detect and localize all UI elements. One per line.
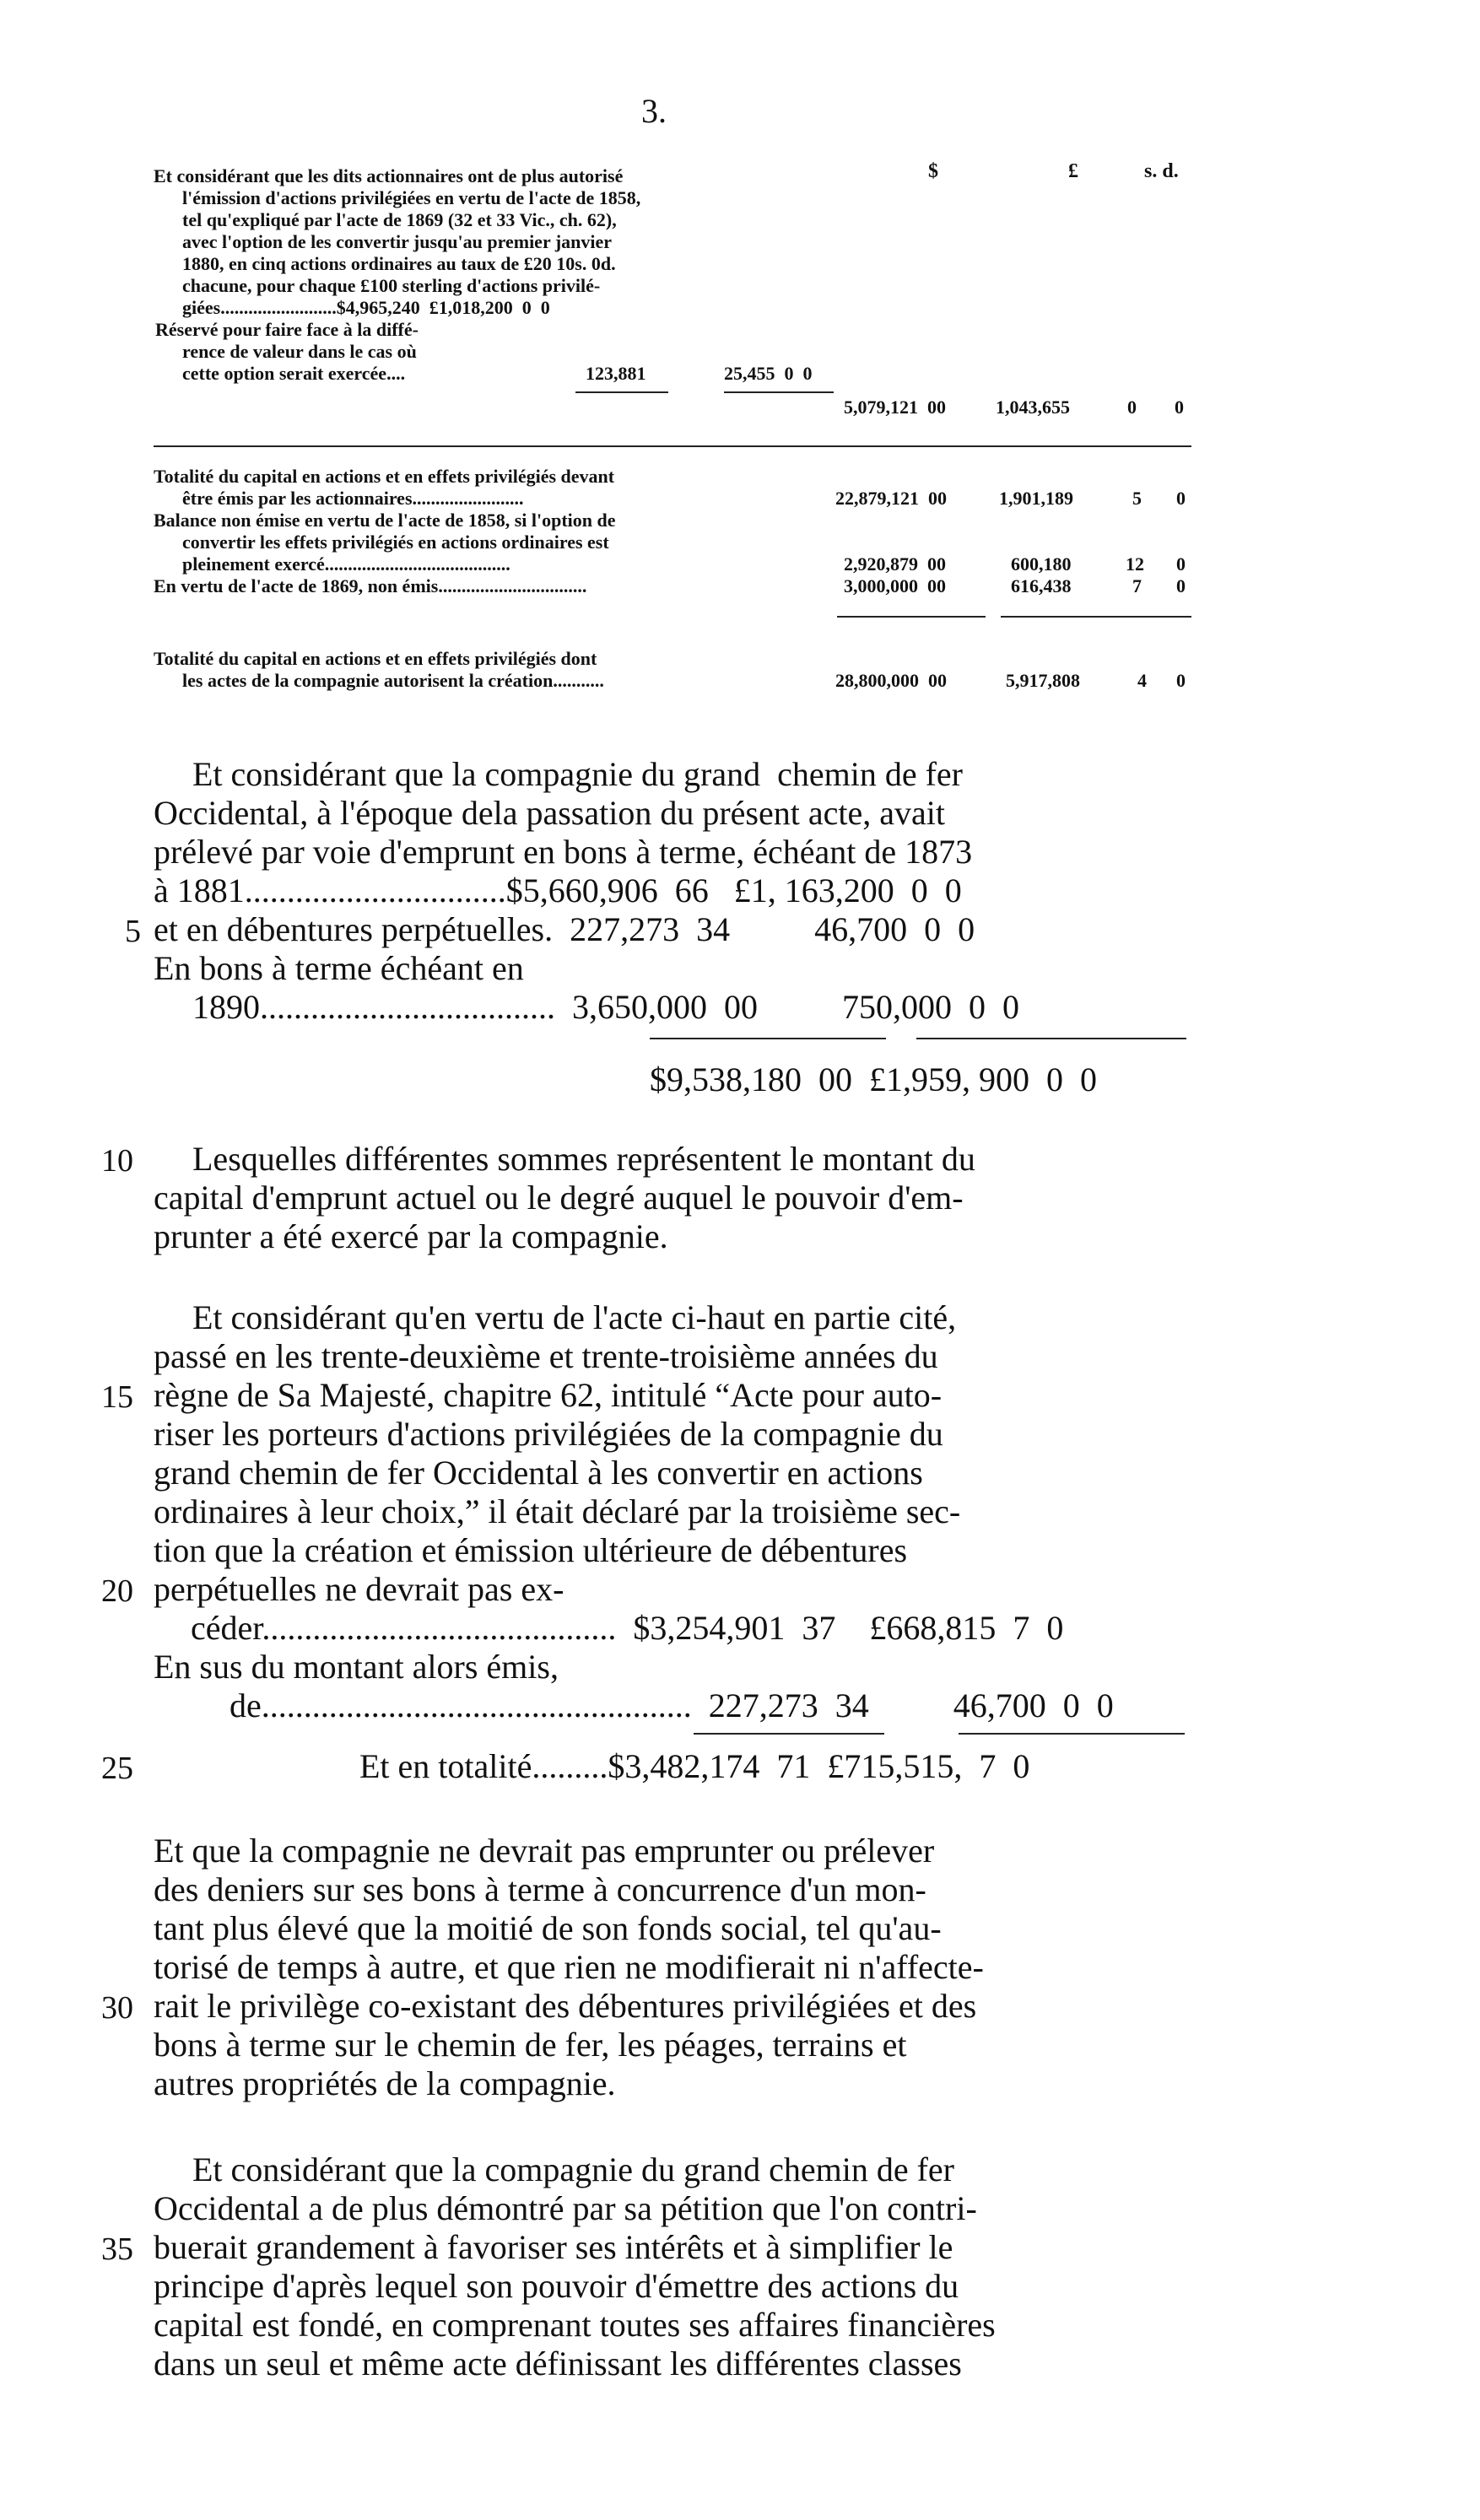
sd-header: s. d. [1144,160,1179,182]
row-pounds: 616,438 [1011,575,1072,596]
row-d: 0 [1176,488,1186,509]
para1-line: prélevé par voie d'emprunt en bons à terme, échéant de 1873 [154,833,973,871]
para3-line: passé en les trente-deuxième et trente-troisième années du [154,1337,938,1375]
para3-total: Et en totalité.........$3,482,174 71 £715,515, 7 0 [359,1747,1030,1785]
subtotal-s: 0 [1127,397,1137,418]
para1-line: Et considérant que la compagnie du grand chemin de fer [192,755,963,793]
para2-line: prunter a été exercé par la compagnie. [154,1217,668,1255]
line-number: 5 [125,914,141,949]
para1-line: et en débentures perpétuelles. 227,273 34 46,700 0 0 [154,910,975,948]
table1-row-line: En vertu de l'acte de 1869, non émis................................ [154,575,587,596]
reserve-line: Réservé pour faire face à la diffé- [155,319,419,340]
para3-line: Et considérant qu'en vertu de l'acte ci-haut en partie cité, [192,1298,957,1336]
row-d: 0 [1176,553,1186,575]
para4-line: des deniers sur ses bons à terme à concurrence d'un mon- [154,1870,926,1908]
table1-line: avec l'option de les convertir jusqu'au premier janvier [182,231,613,252]
dollar-header: $ [928,160,938,182]
subtotal-pounds: 1,043,655 [996,397,1070,418]
table1-total-line: les actes de la compagnie autorisent la création........... [182,670,604,691]
subtotal-dollars: 5,079,121 00 [844,397,946,418]
line-number: 30 [101,1990,133,2026]
line-number: 20 [101,1573,133,1609]
para4-line: tant plus élevé que la moitié de son fonds social, tel qu'au- [154,1909,942,1947]
table1-line: chacune, pour chaque £100 sterling d'actions privilé- [182,275,601,296]
para5-line: dans un seul et même acte définissant les différentes classes [154,2345,962,2382]
para3-line: ordinaires à leur choix,” il était déclaré par la troisième sec- [154,1492,961,1530]
para4-line: Et que la compagnie ne devrait pas emprunter ou prélever [154,1832,935,1870]
para5-line: Et considérant que la compagnie du grand chemin de fer [192,2150,954,2188]
para3-line: perpétuelles ne devrait pas ex- [154,1570,564,1608]
row-s: 7 [1132,575,1142,596]
para3-line: règne de Sa Majesté, chapitre 62, intitulé “Acte pour auto- [154,1376,943,1414]
para3-line: riser les porteurs d'actions privilégiées de la compagnie du [154,1415,943,1453]
line-number: 15 [101,1379,133,1415]
para5-line: buerait grandement à favoriser ses intérêts et à simplifier le [154,2228,953,2266]
table1-total-line: Totalité du capital en actions et en effets privilégiés dont [154,648,597,669]
para5-line: principe d'après lequel son pouvoir d'émettre des actions du [154,2267,959,2305]
reserve-line: cette option serait exercée.... [182,363,406,384]
table1-line: tel qu'expliqué par l'acte de 1869 (32 et 33 Vic., ch. 62), [182,209,617,230]
table1-line: 1880, en cinq actions ordinaires au taux de £20 10s. 0d. [182,253,616,274]
line-number: 35 [101,2231,133,2267]
para3-line: céder.......................................... $3,254,901 37 £668,815 7 0 [191,1609,1064,1647]
row-s: 12 [1126,553,1144,575]
row-dollars: 2,920,879 00 [844,553,946,575]
pound-header: £ [1068,160,1078,182]
row-pounds: 600,180 [1011,553,1072,575]
total-s: 4 [1137,670,1147,691]
para3-line: tion que la création et émission ultérieure de débentures [154,1531,908,1569]
line-number: 25 [101,1751,133,1786]
page-number: 3. [641,92,667,130]
row-s: 5 [1132,488,1142,509]
para1-line: En bons à terme échéant en [154,949,524,987]
reserve-pounds: 25,455 0 0 [724,363,813,384]
para5-line: Occidental a de plus démontré par sa pétition que l'on contri- [154,2189,977,2227]
para4-line: bons à terme sur le chemin de fer, les péages, terrains et [154,2026,907,2064]
para4-line: rait le privilège co-existant des débentures privilégiées et des [154,1987,977,2025]
table1-row-line: être émis par les actionnaires........................ [182,488,524,509]
para1-line: Occidental, à l'époque dela passation du présent acte, avait [154,794,945,832]
para1-line: à 1881...............................$5,660,906 66 £1, 163,200 0 0 [154,871,962,909]
table1-line: l'émission d'actions privilégiées en vertu de l'acte de 1858, [182,187,641,208]
row-pounds: 1,901,189 [999,488,1073,509]
table1-line: Et considérant que les dits actionnaires ont de plus autorisé [154,165,624,186]
para3-line: grand chemin de fer Occidental à les convertir en actions [154,1454,923,1492]
table1-line: giées.........................$4,965,240 £1,018,200 0 0 [182,297,550,318]
para4-line: torisé de temps à autre, et que rien ne modifierait ni n'affecte- [154,1948,984,1986]
para4-line: autres propriétés de la compagnie. [154,2064,616,2102]
subtotal-d: 0 [1175,397,1184,418]
total-d: 0 [1176,670,1186,691]
table1-row-line: Totalité du capital en actions et en effets privilégiés devant [154,466,615,487]
row-dollars: 3,000,000 00 [844,575,946,596]
para2-line: Lesquelles différentes sommes représentent le montant du [192,1140,975,1178]
para2-line: capital d'emprunt actuel ou le degré auquel le pouvoir d'em- [154,1179,964,1217]
para1-total: $9,538,180 00 £1,959, 900 0 0 [650,1060,1097,1098]
reserve-line: rence de valeur dans le cas où [182,341,417,362]
row-dollars: 22,879,121 00 [835,488,947,509]
total-dollars: 28,800,000 00 [835,670,947,691]
para3-line: de................................................... 227,273 34 46,700 0 0 [230,1686,1114,1724]
para5-line: capital est fondé, en comprenant toutes ses affaires financières [154,2306,996,2344]
table1-row-line: pleinement exercé........................................ [182,553,510,575]
table1-row-line: Balance non émise en vertu de l'acte de 1858, si l'option de [154,510,616,531]
para3-line: En sus du montant alors émis, [154,1648,559,1686]
line-number: 10 [101,1143,133,1179]
reserve-dollars: 123,881 [586,363,646,384]
total-pounds: 5,917,808 [1006,670,1080,691]
table1-row-line: convertir les effets privilégiés en actions ordinaires est [182,532,609,553]
para1-line: 1890................................... 3,650,000 00 750,000 0 0 [192,988,1019,1026]
row-d: 0 [1176,575,1186,596]
